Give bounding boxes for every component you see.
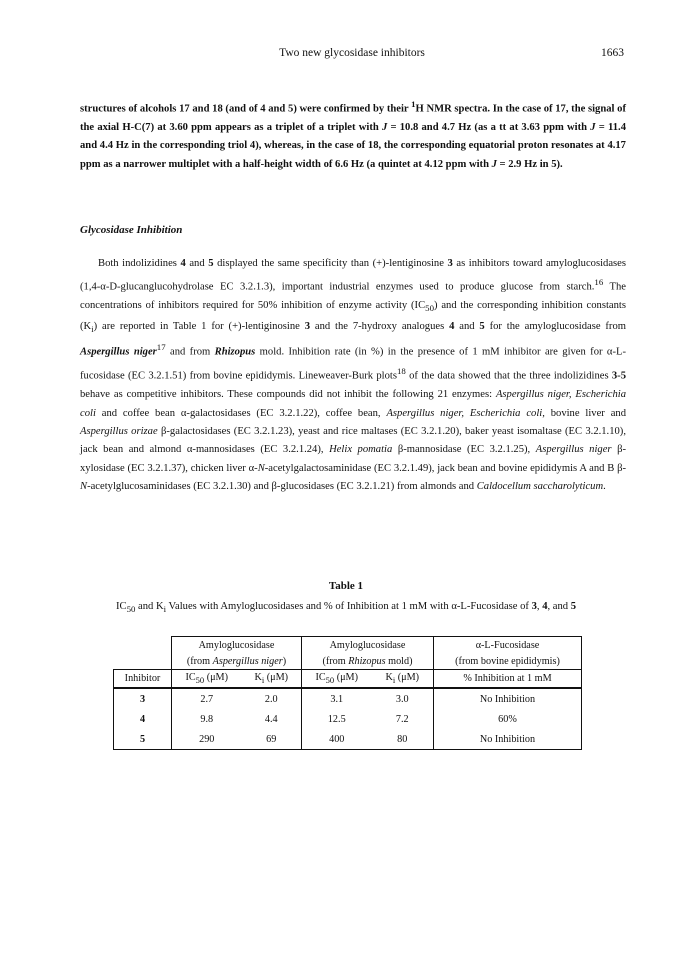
page-number: 1663 bbox=[601, 47, 624, 59]
running-title: Two new glycosidase inhibitors bbox=[279, 47, 425, 59]
col-header-ki-a: $K_i$ (μM) bbox=[242, 670, 302, 689]
group-name-rhizopus: Amyloglucosidase bbox=[302, 637, 434, 654]
table-caption: $IC_{50}$ and $K_i$ Values with Amyloglucosidases and % of Inhibition at 1 mM with α-L-Fucosidase of 3, 4, and 5 bbox=[115, 601, 577, 615]
inhibition-table bbox=[113, 636, 582, 750]
table-row bbox=[114, 709, 582, 729]
cell-ic50-r: 12.5 bbox=[302, 709, 372, 729]
col-header-inhibitor: Inhibitor bbox=[114, 670, 172, 689]
col-header-ic50-r: $IC_{50}$ (μM) bbox=[302, 670, 372, 689]
group-source-aspergillus: (from Aspergillus niger) bbox=[172, 653, 302, 670]
cell-ic50-a: 290 bbox=[172, 729, 242, 750]
col-header-ki-r: $K_i$ (μM) bbox=[372, 670, 434, 689]
cell-ki-a: 69 bbox=[242, 729, 302, 750]
col-header-ic50-a: $IC_{50}$ (μM) bbox=[172, 670, 242, 689]
cell-fucosidase: 60% bbox=[434, 709, 582, 729]
group-source-rhizopus: (from Rhizopus mold) bbox=[302, 653, 434, 670]
cell-ki-a: 4.4 bbox=[264, 713, 278, 725]
section-heading: Glycosidase Inhibition bbox=[80, 224, 183, 236]
paragraph-nmr: structures of alcohols 17 and 18 (and of 4 and 5) were confirmed by their $^1$H NMR spectra. In the case of 17, the signal of the axial H-C(7) at 3.60 ppm appears as a triplet of a triplet with J = 10.8 and 4.7 Hz (as a tt at 3.63 ppm with J = 11.4 and 4.4 Hz in the corresponding triol 4), whereas, in the case of 18, the corresponding equatorial proton resonates at 4.17 ppm as a narrower multiplet with a half-height width of 6.6 Hz (a quintet at 4.12 ppm with J = 2.9 Hz in 5). bbox=[80, 99, 627, 170]
group-name-fucosidase: α-L-Fucosidase bbox=[434, 637, 582, 654]
group-source-fucosidase: (from bovine epididymis) bbox=[434, 653, 582, 670]
table-column-header-row bbox=[114, 670, 582, 689]
table-row bbox=[114, 688, 582, 709]
table-header-group-row bbox=[114, 637, 582, 654]
cell-fucosidase: No Inhibition bbox=[434, 688, 582, 709]
cell-ki-r: 80 bbox=[372, 729, 434, 750]
cell-ki-r: 3.0 bbox=[395, 693, 409, 705]
running-head bbox=[80, 47, 624, 63]
cell-fucosidase: No Inhibition bbox=[434, 729, 582, 750]
cell-inhibitor: 5 bbox=[114, 729, 172, 750]
group-name-aspergillus: Amyloglucosidase bbox=[172, 637, 302, 654]
cell-ki-a: 2.0 bbox=[264, 693, 278, 705]
col-header-fucosidase: % Inhibition at 1 mM bbox=[434, 670, 582, 689]
cell-ic50-r: 400 bbox=[302, 729, 372, 750]
cell-ki-r: 7.2 bbox=[395, 713, 409, 725]
cell-inhibitor: 4 bbox=[114, 709, 172, 729]
paragraph-inhibition: Both indolizidines 4 and 5 displayed the same specificity than (+)-lentiginosine 3 as inhibitors toward amyloglucosidases (1,4-α-D-glucanglucohydrolase EC 3.2.1.3), important industrial enzymes used to produce glucose from starch.$^{16}$ The concentrations of inhibitors required for 50% inhibition of enzyme activity $(IC_{50})$ and the corresponding inhibition constants $(K_i)$ are reported in Table 1 for (+)-lentiginosine 3 and the 7-hydroxy analogues 4 and 5 for the amyloglucosidase from Aspergillus niger$^{17}$ and from Rhizopus mold. Inhibition rate (in %) in the presence of 1 mM inhibitor are given for α-L-fucosidase (EC 3.2.1.51) from bovine epididymis. Lineweaver-Burk plots$^{18}$ of the data showed that the three indolizidines 3-5 behave as competitive inhibitors. These compounds did not inhibit the following 21 enzymes: Aspergillus niger, Escherichia coli and coffee bean α-galactosidases (EC 3.2.1.22), coffee bean, Aspergillus niger, Escherichia coli, bovine liver and Aspergillus orizae β-galactosidases (EC 3.2.1.23), yeast and rice maltases (EC 3.2.1.20), baker yeast isomaltase (EC 3.2.1.10), jack bean and almond α-mannosidases (EC 3.2.1.24), Helix pomatia β-mannosidase (EC 3.2.1.25), Aspergillus niger β-xylosidase (EC 3.2.1.37), chicken liver α-N-acetylgalactosaminidase (EC 3.2.1.49), jack bean and bovine epididymis A and B β-N-acetylglucosaminidases (EC 3.2.1.30) and β-glucosidases (EC 3.2.1.21) from almonds and Caldocellum saccharolyticum. bbox=[80, 258, 626, 493]
table-row bbox=[114, 729, 582, 750]
cell-inhibitor: 3 bbox=[114, 688, 172, 709]
cell-ic50-r: 3.1 bbox=[302, 688, 372, 709]
table-label: Table 1 bbox=[328, 580, 364, 592]
cell-ic50-a: 9.8 bbox=[172, 709, 242, 729]
table-header-source-row bbox=[114, 653, 582, 670]
cell-ic50-a: 2.7 bbox=[172, 688, 242, 709]
